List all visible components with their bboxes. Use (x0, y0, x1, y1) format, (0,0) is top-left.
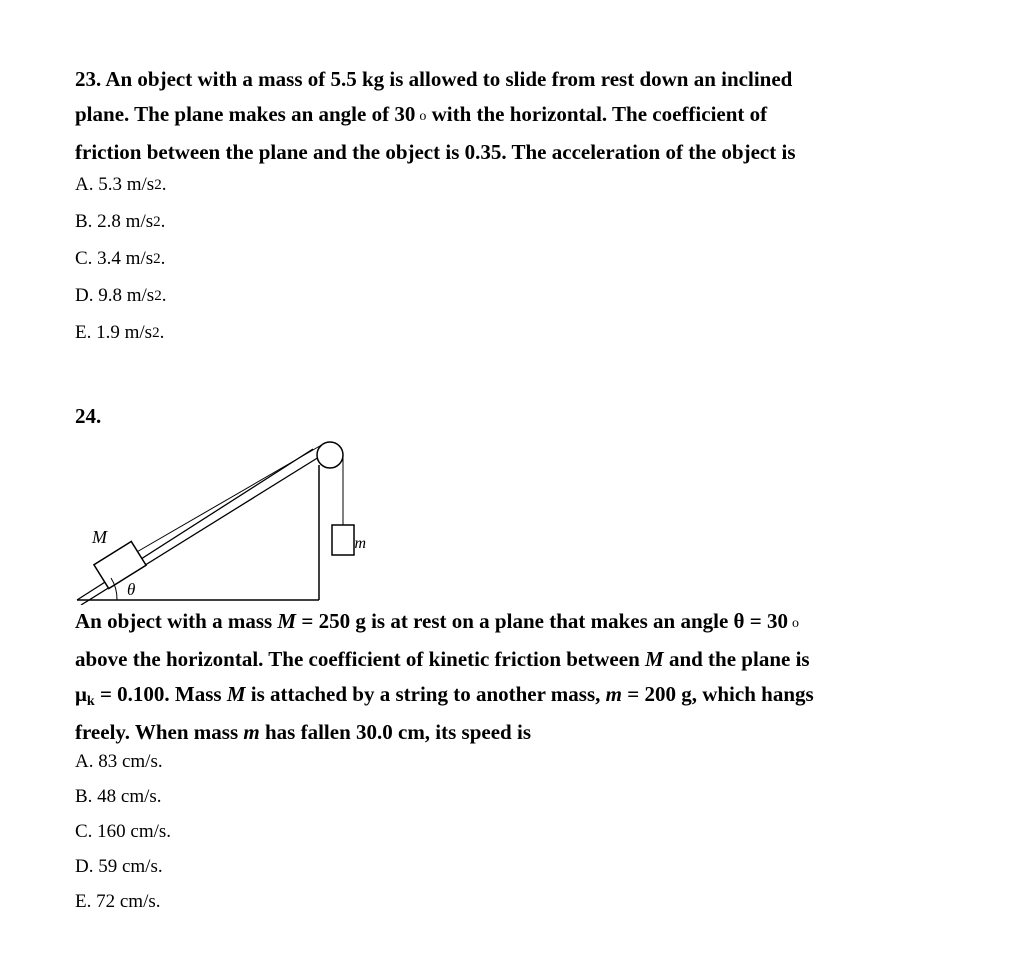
q24-l3-b: is attached by a string to another mass, (245, 682, 606, 706)
q23-option-a-sup: 2 (154, 177, 162, 193)
q23-option-c-end: . (160, 248, 166, 269)
q24-l2-M: M (645, 647, 664, 671)
label-m: m (354, 535, 366, 552)
question-24-text (75, 604, 955, 750)
q24-l3-c: = 200 g, which hangs (622, 682, 814, 706)
q24-line-2 (75, 642, 955, 677)
q24-l1-b: = 250 g is at rest on a plane that makes an angle θ = 30 (296, 609, 788, 633)
q23-option-b-text: B. 2.8 m/s (75, 211, 154, 232)
question-24-number: 24. (75, 404, 102, 428)
q23-option-c[interactable] (75, 241, 166, 278)
q23-option-b-end: . (160, 211, 166, 232)
q23-option-b-sup: 2 (153, 214, 161, 230)
q24-option-d[interactable]: D. 59 cm/s. (75, 856, 163, 877)
q24-line-4 (75, 715, 955, 750)
q23-option-b[interactable] (75, 204, 166, 241)
q24-l4-b: has fallen 30.0 cm, its speed is (259, 720, 531, 744)
q24-options (75, 744, 171, 919)
q24-line-1 (75, 604, 955, 642)
q23-option-c-sup: 2 (153, 251, 161, 267)
q23-option-e-sup: 2 (152, 325, 160, 341)
q24-l3-a: = 0.100. Mass (94, 682, 227, 706)
q24-l1-M: M (277, 609, 297, 633)
q23-option-c-text: C. 3.4 m/s (75, 248, 154, 269)
q23-option-d-sup: 2 (154, 288, 162, 304)
label-theta: θ (127, 580, 136, 599)
q24-l3-k: k (86, 694, 95, 709)
label-M: M (92, 527, 107, 547)
q23-line-2-a: plane. The plane makes an angle of 30 (75, 102, 416, 126)
q24-line-3 (75, 677, 955, 715)
q24-option-a[interactable]: A. 83 cm/s. (75, 751, 163, 772)
q24-degree-symbol: o (791, 616, 799, 631)
degree-symbol: o (419, 109, 427, 124)
q24-l3-M: M (226, 682, 246, 706)
q23-option-e[interactable] (75, 315, 166, 352)
q24-l4-m: m (243, 720, 260, 744)
q23-option-d[interactable] (75, 278, 166, 315)
q23-line-2-b: with the horizontal. The coefficient of (426, 102, 768, 126)
q24-l2-b: and the plane is (663, 647, 810, 671)
q24-option-b[interactable]: B. 48 cm/s. (75, 786, 162, 807)
q23-option-a-text: A. 5.3 m/s (75, 174, 155, 195)
q23-line-3: friction between the plane and the object is 0.35. The acceleration of the object is (75, 140, 796, 164)
q24-l4-a: freely. When mass (75, 720, 244, 744)
block-big-M (94, 541, 146, 588)
q23-line-1: 23. An object with a mass of 5.5 kg is allowed to slide from rest down an inclined (75, 67, 793, 91)
q24-option-c[interactable]: C. 160 cm/s. (75, 821, 172, 842)
q23-options (75, 167, 166, 352)
string-incline (135, 443, 325, 553)
question-23-text (75, 62, 955, 170)
q24-option-e[interactable]: E. 72 cm/s. (75, 891, 161, 912)
block-small-m (332, 525, 354, 555)
q23-line-2 (75, 97, 955, 135)
q24-l3-mu: μ (75, 682, 87, 706)
q23-option-a-end: . (161, 174, 167, 195)
q24-l2-a: above the horizontal. The coefficient of kinetic friction between (75, 647, 646, 671)
incline-pulley-diagram (75, 435, 375, 605)
q23-option-d-text: D. 9.8 m/s (75, 285, 155, 306)
q23-option-e-end: . (159, 322, 165, 343)
q23-option-d-end: . (161, 285, 167, 306)
q24-l1-a: An object with a mass (75, 609, 278, 633)
q24-l3-m: m (605, 682, 622, 706)
q23-option-a[interactable] (75, 167, 166, 204)
q23-option-e-text: E. 1.9 m/s (75, 322, 153, 343)
